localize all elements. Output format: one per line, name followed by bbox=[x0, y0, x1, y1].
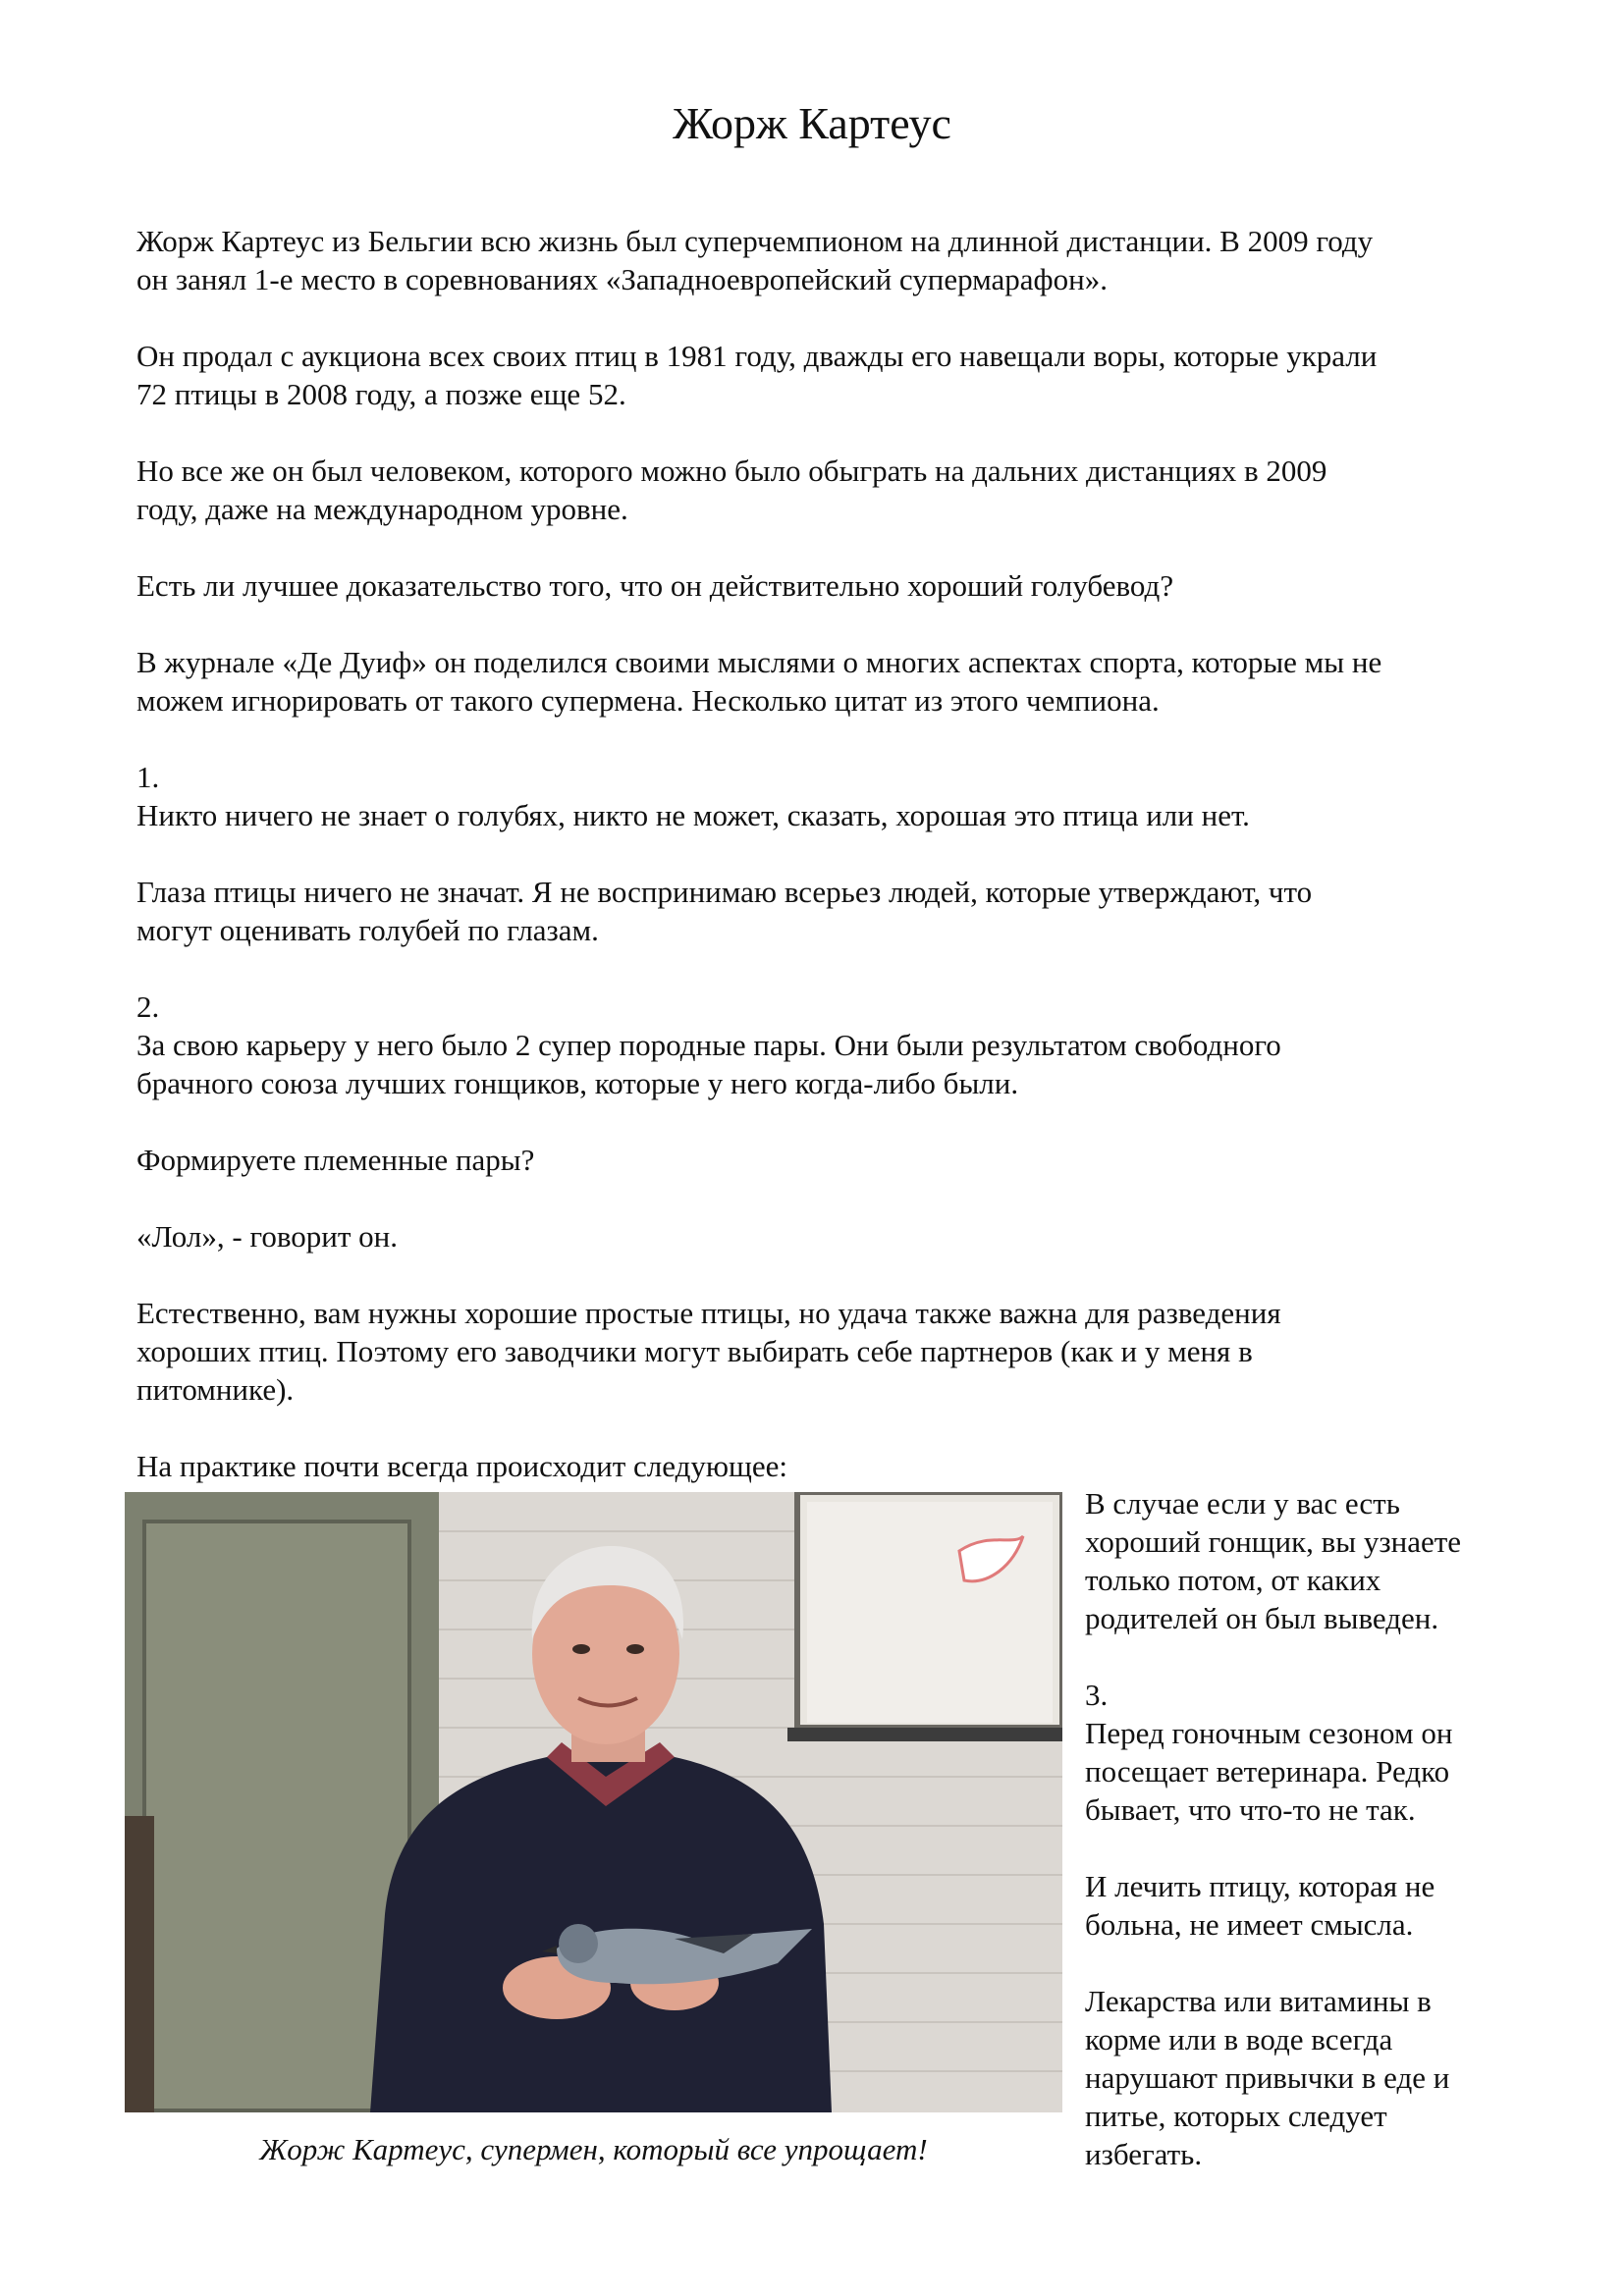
paragraph: В журнале «Де Дуиф» он поделился своими мыслями о многих аспектах спорта, которые мы не можем игнорировать от такого супермена. Несколько цитат из этого чемпиона. bbox=[136, 645, 1382, 718]
paragraph: Он продал с аукциона всех своих птиц в 1981 году, дважды его навещали воры, которые украли 72 птицы в 2008 году, а позже еще 52. bbox=[136, 339, 1378, 411]
paragraph: Формируете племенные пары? bbox=[136, 1143, 535, 1177]
paragraph: 1. Никто ничего не знает о голубях, никто не может, сказать, хорошая это птица или нет. bbox=[136, 760, 1250, 832]
side-paragraph: Лекарства или витамины в корме или в воде всегда нарушают привычки в еде и питье, которых следует избегать. bbox=[1085, 1984, 1450, 2171]
paragraph: Глаза птицы ничего не значат. Я не воспринимаю всерьез людей, которые утверждают, что могут оценивать голубей по глазам. bbox=[136, 875, 1313, 947]
paragraph: На практике почти всегда происходит следующее: bbox=[136, 1449, 788, 1483]
photo-illustration bbox=[125, 1492, 1062, 2112]
paragraph: Естественно, вам нужны хорошие простые птицы, но удача также важна для разведения хороших птиц. Поэтому его заводчики могут выбирать себе партнеров (как и у меня в питомнике). bbox=[136, 1296, 1281, 1407]
paragraph: Жорж Картеус из Бельгии всю жизнь был суперчемпионом на длинной дистанции. В 2009 году он занял 1-е место в соревнованиях «Западноевропейский супермарафон». bbox=[136, 224, 1374, 296]
main-text bbox=[136, 222, 1511, 1485]
paragraph: Есть ли лучшее доказательство того, что он действительно хороший голубевод? bbox=[136, 568, 1174, 603]
side-paragraph: В случае если у вас есть хороший гонщик, вы узнаете только потом, от каких родителей он был выведен. bbox=[1085, 1486, 1462, 1635]
photo-man-with-pigeon bbox=[125, 1492, 1062, 2112]
paragraph: «Лол», - говорит он. bbox=[136, 1219, 398, 1254]
paragraph: 2. За свою карьеру у него было 2 супер породные пары. Они были результатом свободного брачного союза лучших гонщиков, которые у него когда-либо были. bbox=[136, 989, 1281, 1100]
side-paragraph: И лечить птицу, которая не больна, не имеет смысла. bbox=[1085, 1869, 1435, 1942]
photo-caption: Жорж Картеус, супермен, который все упрощает! bbox=[259, 2132, 928, 2166]
page-title: Жорж Картеус bbox=[673, 98, 951, 148]
side-paragraph: 3. Перед гоночным сезоном он посещает ветеринара. Редко бывает, что что-то не так. bbox=[1085, 1678, 1453, 1827]
paragraph: Но все же он был человеком, которого можно было обыграть на дальних дистанциях в 2009 году, даже на международном уровне. bbox=[136, 454, 1327, 526]
side-column bbox=[1085, 1484, 1517, 2173]
